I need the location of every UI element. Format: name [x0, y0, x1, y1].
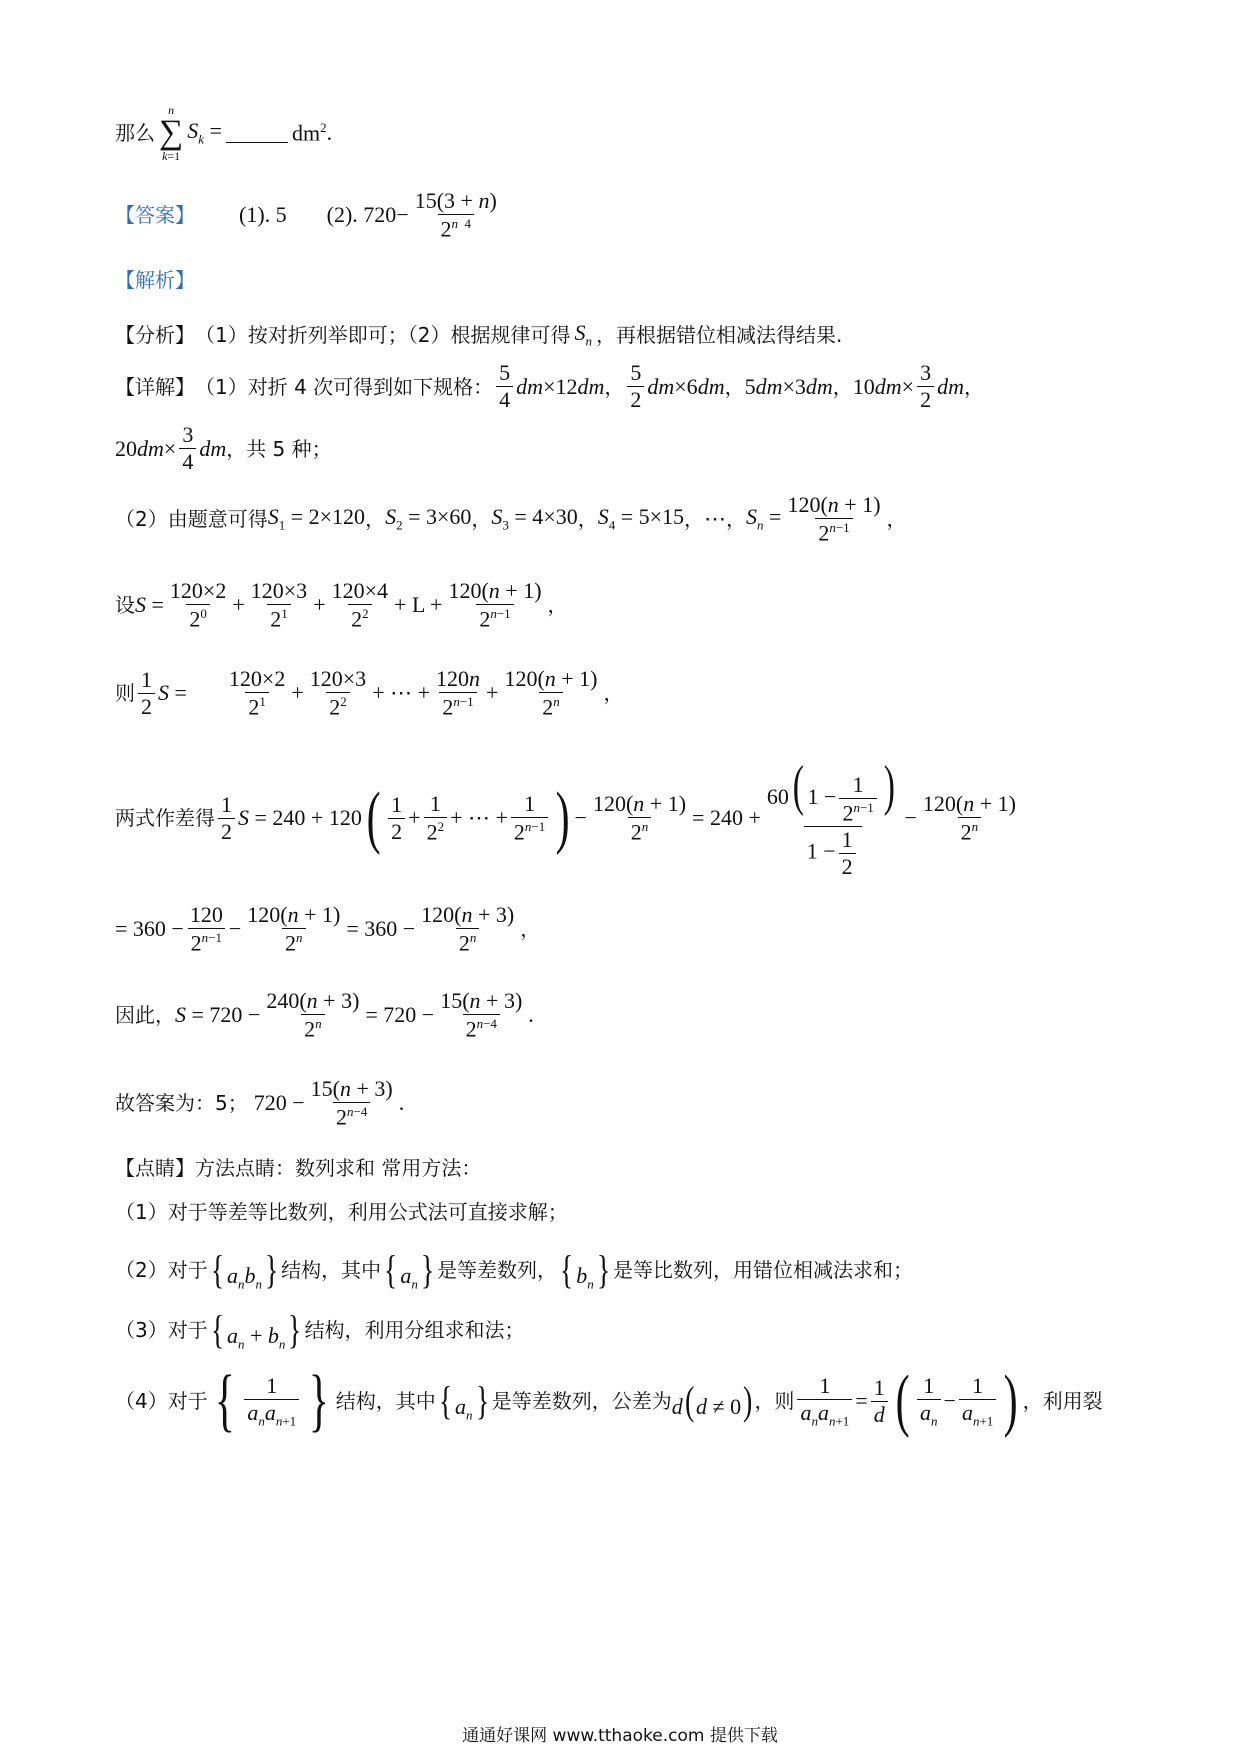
- xiangjie-line-1: 【详解】 （1）对折 4 次可得到如下规格： $\frac{5}{4}$ dm×12dm ， $\frac{5}{2}$ dm×6dm ， 5dm×3dm ， 10dm× $\frac{3}{2}$ dm ，: [115, 360, 984, 412]
- method-4-line: （4）对于 { $\frac{1}{a_na_{n+1}}$ } 结构，其中 { $a_n$} 是等差数列，公差为 d(d ≠ 0) ，则 $\frac{1}{a_na_{n+1}}$ = $\frac{1}{d}$ ( $\frac{1}{a_n}$ − $\frac{1}{a_{n+1}}$ ) ，利用裂: [115, 1362, 1103, 1439]
- sum-question-line: 那么 n ∑ k=1 $S_k$ = $dm^2$ .: [115, 103, 333, 163]
- answer-line: 【答案】 (1). 5 (2). 720 − $\frac{15(3 + n)}{2^{n 4}}$: [115, 190, 1140, 240]
- summation-symbol: n ∑ k=1: [159, 103, 184, 163]
- fenxi-line: 【分析】 （1）按对折列举即可；（2）根据规律可得 $S_n$ ，再根据错位相减法得结果.: [115, 320, 843, 349]
- method-2-line: （2）对于 { $a_nb_n$} 结构，其中 { $a_n$} 是等差数列， { $b_n$} 是等比数列，用错位相减法求和；: [115, 1247, 913, 1292]
- final-answer-line: 故答案为：5； 720 − $\frac{15(n + 3)}{2^{n-4}}$ .: [115, 1076, 405, 1130]
- result-line: = 360 − $\frac{120}{2^{n-1}}$ − $\frac{120(n + 1)}{2^n}$ = 360 − $\frac{120(n + 3)}{2^n}$ ，: [115, 902, 541, 956]
- answer-label: 【答案】: [115, 203, 195, 228]
- answer-2: (2). 720: [326, 202, 397, 228]
- set-s-line: 设 S = $\frac{120\times 2}{2^0}$ + $\frac{120\times 3}{2^1}$ + $\frac{120\times 4}{2^2}$ + L + $\frac{120(n + 1)}{2^{n-1}}$ ，: [115, 578, 568, 632]
- difference-line: 两式作差得 $\frac{1}{2}$ S = 240 + 120 ( $\frac{1}{2}$ + $\frac{1}{2^2}$ + ⋯ + $\frac{1}{2^{n-1}}$ ) − $\frac{120(n + 1)}{2^n}$ = 240 + 60( 1 − $\frac{1}{2^{n-1}}$ ) 1 − $\frac{1}{2}$ − $\frac{120(n + 1)}{2^n}$: [115, 755, 1016, 880]
- part2-line: （2）由题意可得 $S_1 = 2\times 120$ ， $S_2 = 3\times 60$ ， $S_3 = 4\times 30$ ， $S_4 = 5\times 15$ ， ⋯ ， $S_n$ = $\frac{120(n + 1)}{2^{n-1}}$ ，: [115, 492, 907, 546]
- analysis-heading: 【解析】: [115, 268, 195, 292]
- method-1-line: （1）对于等差等比数列，利用公式法可直接求解；: [115, 1200, 568, 1224]
- answer-blank: [226, 124, 288, 143]
- answer-2-fraction: $\frac{15(3 + n)}{2^{n 4}}$: [414, 188, 497, 242]
- method-3-line: （3）对于 { $a_n + b_n$} 结构，利用分组求和法；: [115, 1307, 525, 1352]
- xiangjie-line-2: 20dm× $\frac{3}{4}$ dm ，共 5 种；: [115, 422, 332, 474]
- answer-1: (1). 5: [239, 202, 287, 228]
- page-footer: 通通好课网 www.tthaoke.com 提供下载: [462, 1726, 778, 1746]
- dianjing-line: 【点睛】 方法点睛：数列求和 常用方法：: [115, 1156, 482, 1180]
- therefore-line: 因此， S = 720 − $\frac{240(n + 3)}{2^n}$ = 720 − $\frac{15(n + 3)}{2^{n-4}}$ .: [115, 988, 534, 1042]
- half-s-line: 则 $\frac{1}{2}$ S = $\frac{120\times 2}{2^1}$ + $\frac{120\times 3}{2^2}$ + ⋯ + $\frac{120n}{2^{n-1}}$ + $\frac{120(n + 1)}{2^n}$ ，: [115, 666, 624, 720]
